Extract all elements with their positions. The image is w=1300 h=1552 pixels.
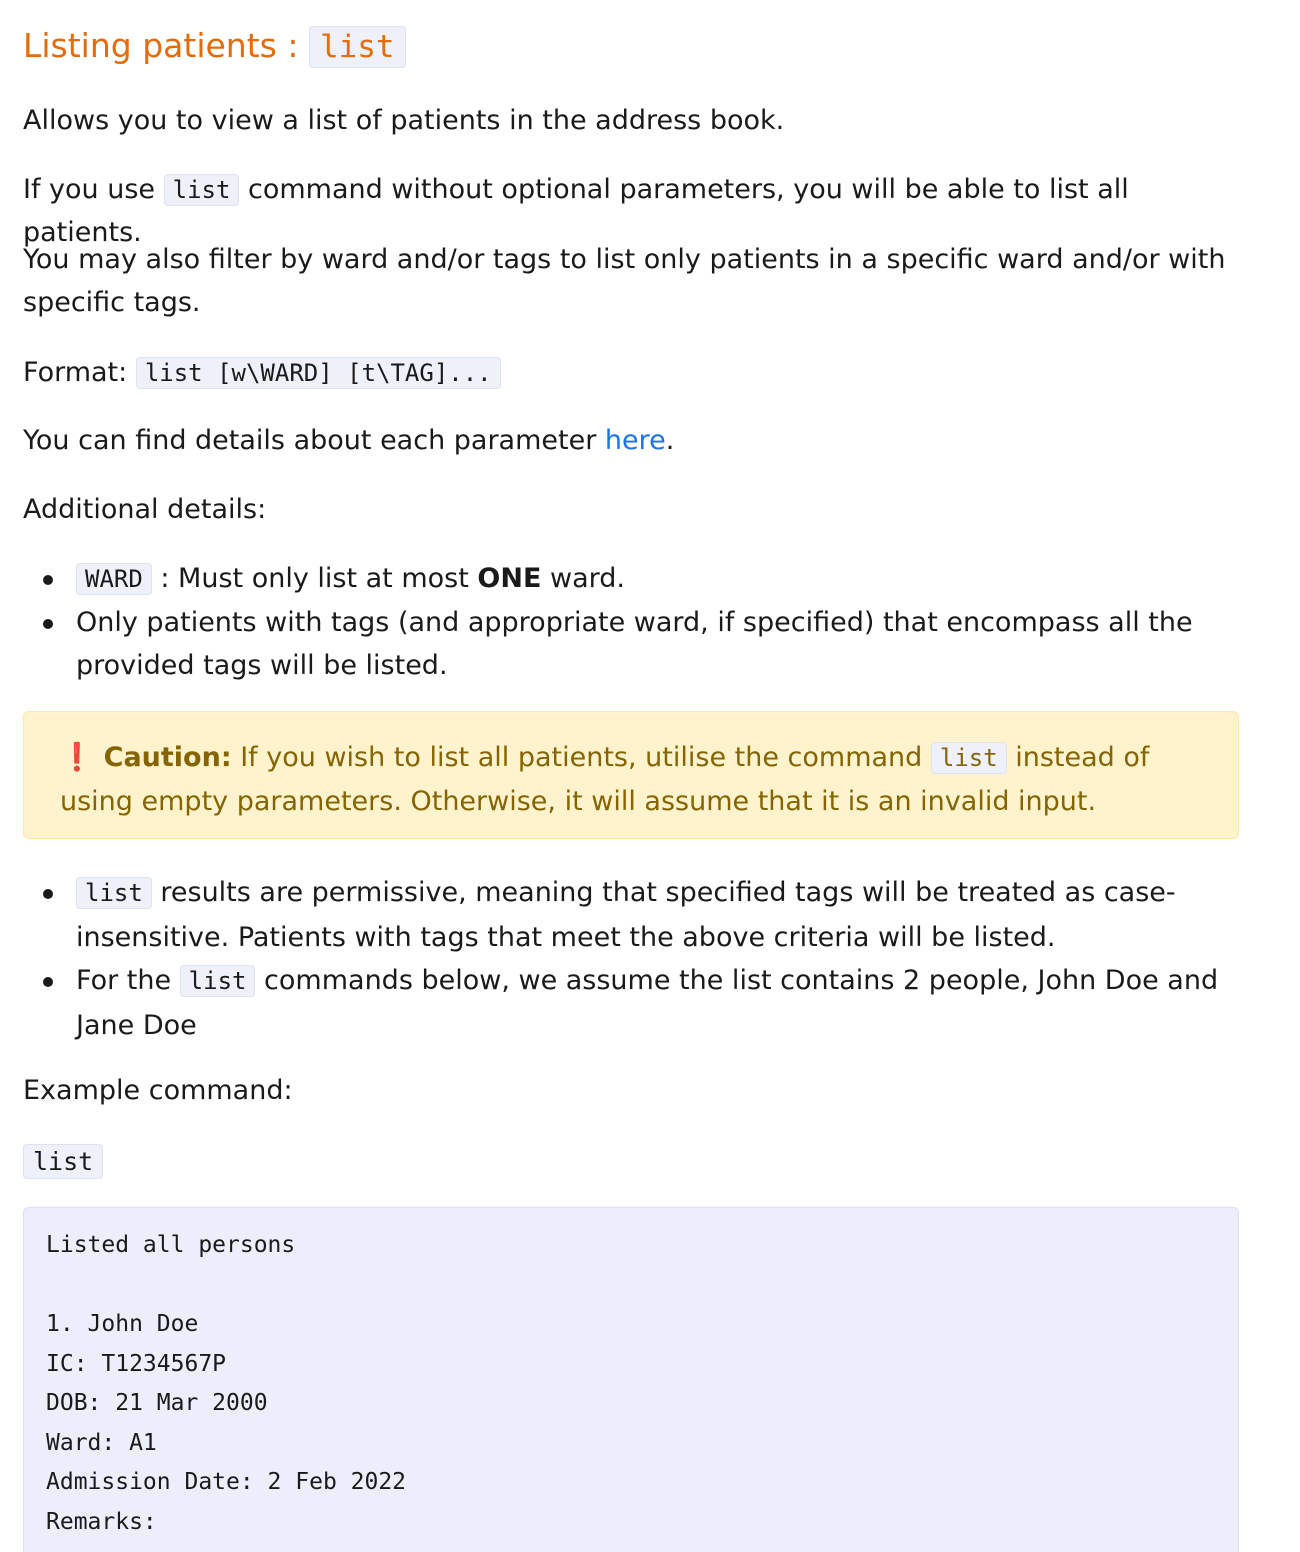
assume-text-after: commands below, we assume the list contains 2 people, John Doe and Jane Doe xyxy=(76,965,1219,1041)
usage-text-after: command without optional parameters, you will be able to list all patients. xyxy=(23,174,1129,249)
intro-paragraph: Allows you to view a list of patients in the address book. xyxy=(23,105,785,136)
caution-text-after: instead of using empty parameters. Otherwise, it will assume that it is an invalid input. xyxy=(60,742,1150,817)
list-item xyxy=(23,959,1241,1047)
details-link-paragraph xyxy=(23,419,1241,462)
ward-text-bold: ONE xyxy=(477,563,542,594)
format-paragraph xyxy=(23,351,1241,394)
here-link[interactable]: here xyxy=(604,425,666,456)
exclamation-icon: ❗ xyxy=(60,742,94,773)
format-code: list [w\WARD] [t\TAG]... xyxy=(136,357,501,389)
heading-text: Listing patients : xyxy=(23,26,309,65)
example-label: Example command: xyxy=(23,1075,293,1106)
ward-code: WARD xyxy=(76,563,152,595)
details-link-before: You can find details about each parameter xyxy=(23,425,605,456)
list-item xyxy=(23,557,1241,601)
results-text: results are permissive, meaning that specified tags will be treated as case-insensitive. Patients with tags that meet the above criteria will be listed. xyxy=(76,877,1176,953)
caution-text xyxy=(60,736,1202,823)
caution-code: list xyxy=(931,742,1007,774)
assume-text-before: For the xyxy=(76,965,180,996)
results-code: list xyxy=(76,877,152,909)
output-block: Listed all persons 1. John Doe IC: T1234567P DOB: 21 Mar 2000 Ward: A1 Admission Date: 2 Feb 2022 Remarks: xyxy=(23,1207,1239,1552)
caution-text-before: If you wish to list all patients, utilise the command xyxy=(231,742,931,773)
additional-details-label: Additional details: xyxy=(23,494,267,525)
heading-code: list xyxy=(309,26,406,68)
details-link-after: . xyxy=(665,425,675,456)
example-command xyxy=(23,1140,103,1183)
list-item xyxy=(23,871,1241,959)
usage-code: list xyxy=(164,174,240,206)
assume-code: list xyxy=(180,965,256,997)
format-label: Format: xyxy=(23,357,136,388)
caution-box xyxy=(23,711,1239,839)
filter-paragraph: You may also filter by ward and/or tags to list only patients in a specific ward and/or with specific tags. xyxy=(23,244,1226,318)
details-list xyxy=(23,557,1241,687)
ward-text-before: : Must only list at most xyxy=(151,563,478,594)
more-details-list xyxy=(23,871,1241,1047)
section-heading xyxy=(23,20,406,73)
example-command-code: list xyxy=(23,1144,103,1179)
list-item xyxy=(23,601,1241,687)
tags-detail-text: Only patients with tags (and appropriate ward, if specified) that encompass all the provided tags will be listed. xyxy=(76,607,1193,681)
ward-text-after: ward. xyxy=(541,563,625,594)
caution-label: Caution: xyxy=(103,742,232,773)
usage-text-before: If you use xyxy=(23,174,164,205)
